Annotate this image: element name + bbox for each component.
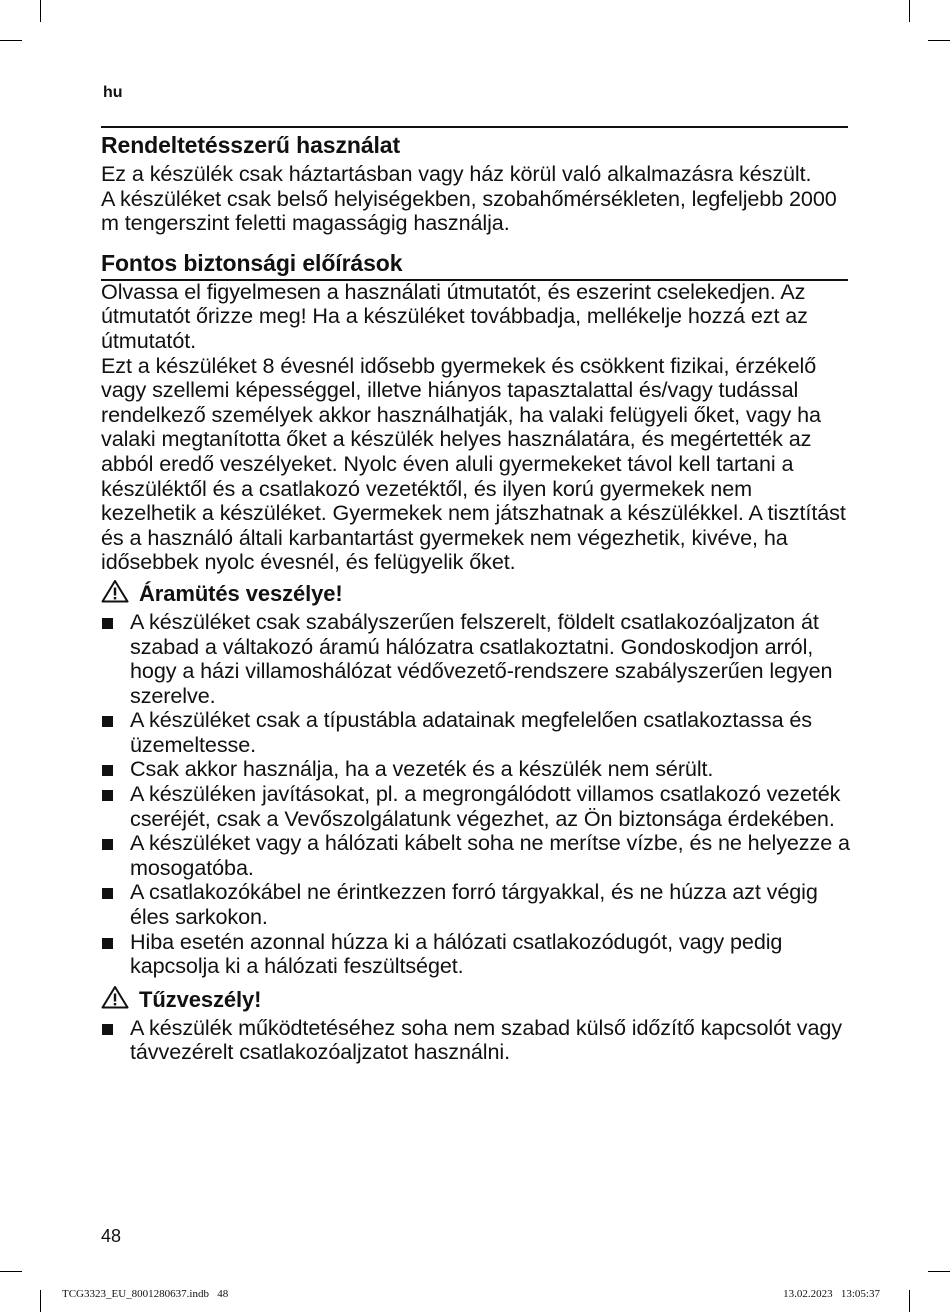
crop-mark	[0, 40, 22, 41]
list-item: Hiba esetén azonnal húzza ki a hálózati csatlakozódugót, vagy pedig kapcsolja ki a hálózati feszültséget.	[101, 930, 851, 979]
crop-mark	[928, 40, 950, 41]
crop-mark	[909, 0, 910, 22]
language-code: hu	[103, 84, 123, 101]
bullet-square-icon	[102, 790, 113, 801]
section-title: Fontos biztonsági előírások	[101, 249, 403, 276]
list-item: A csatlakozókábel ne érintkezzen forró tárgyakkal, és ne húzza azt végig éles sarkokon.	[101, 880, 851, 929]
intended-use-section	[101, 128, 851, 236]
electric-warning-heading	[101, 579, 851, 610]
section-title: Rendeltetésszerű használat	[101, 132, 401, 158]
paragraph: Ezt a készüléket 8 évesnél idősebb gyermekek és csökkent fizikai, érzékelő vagy szellemi képességgel, illetve hiányos tapasztalattal és/vagy tudással rendelkező személyek akkor használhatják, ha valaki felügyeli őket, vagy ha valaki megtanította őket a készülék helyes használatára, és megértették az abból eredő veszélyeket. Nyolc éven aluli gyermekeket távol kell tartani a készüléktől és a csatlakozó vezetéktől, és ilyen korú gyermekek nem kezelhetik a készüléket. Gyermekek nem játszhatnak a készülékkel. A tisztítást és a használó általi karbantartást gyermekek nem végezhetik, kivéve, ha idősebbek nyolc évesnél, és felügyelik őket.	[101, 352, 846, 575]
paragraph: Olvassa el figyelmesen a használati útmutatót, és eszerint cselekedjen. Az útmutatót őrizze meg! Ha a készüléket továbbadja, mellékelje hozzá ezt az útmutatót.	[101, 278, 808, 353]
electric-warning-list	[101, 610, 851, 979]
crop-mark	[40, 1290, 41, 1312]
paragraph: Ez a készülék csak háztartásban vagy ház körül való alkalmazásra készült.	[101, 161, 812, 186]
paragraph: A készüléket csak belső helyiségekben, szobahőmérsékleten, legfeljebb 2000 m tengerszint feletti magasságig használja.	[101, 185, 837, 236]
bullet-square-icon	[102, 938, 113, 949]
safety-section	[101, 246, 851, 1065]
footer-file-info: TCG3323_EU_8001280637.indb 48	[62, 1288, 229, 1300]
bullet-square-icon	[102, 888, 113, 899]
list-item: A készülék működtetéséhez soha nem szabad külső időzítő kapcsolót vagy távvezérelt csatlakozóaljzatot használni.	[101, 1016, 851, 1065]
warning-title: Tűzveszély!	[139, 987, 262, 1013]
warning-title: Áramütés veszélye!	[139, 581, 343, 607]
list-item: A készüléket vagy a hálózati kábelt soha ne merítse vízbe, és ne helyezze a mosogatóba.	[101, 831, 851, 880]
footer-datetime: 13.02.2023 13:05:37	[783, 1288, 880, 1300]
list-item: A készüléket csak szabályszerűen felszerelt, földelt csatlakozóaljzaton át szabad a váltakozó áramú hálózatra csatlakoztatni. Gondoskodjon arról, hogy a házi villamoshálózat védővezető-rendszere szabályszerűen legyen szerelve.	[101, 610, 851, 708]
page-number: 48	[101, 1226, 122, 1246]
crop-mark	[0, 1271, 22, 1272]
crop-mark	[928, 1271, 950, 1272]
bullet-square-icon	[102, 618, 113, 629]
list-item: A készüléket csak a típustábla adatainak megfelelően csatlakoztassa és üzemeltesse.	[101, 708, 851, 757]
bullet-square-icon	[102, 1024, 113, 1035]
list-item: A készüléken javításokat, pl. a megrongálódott villamos csatlakozó vezeték cseréjét, csak a Vevőszolgálatunk végezhet, az Ön biztonsága érdekében.	[101, 782, 851, 831]
warning-triangle-icon	[101, 985, 139, 1016]
fire-warning-list	[101, 1016, 851, 1065]
list-item: Csak akkor használja, ha a vezeték és a készülék nem sérült.	[101, 757, 851, 782]
bullet-square-icon	[102, 716, 113, 727]
bullet-square-icon	[102, 765, 113, 776]
page-content	[101, 128, 851, 1065]
warning-triangle-icon	[101, 579, 139, 610]
bullet-square-icon	[102, 839, 113, 850]
crop-mark	[909, 1290, 910, 1312]
fire-warning-heading	[101, 985, 851, 1016]
crop-mark	[40, 0, 41, 22]
